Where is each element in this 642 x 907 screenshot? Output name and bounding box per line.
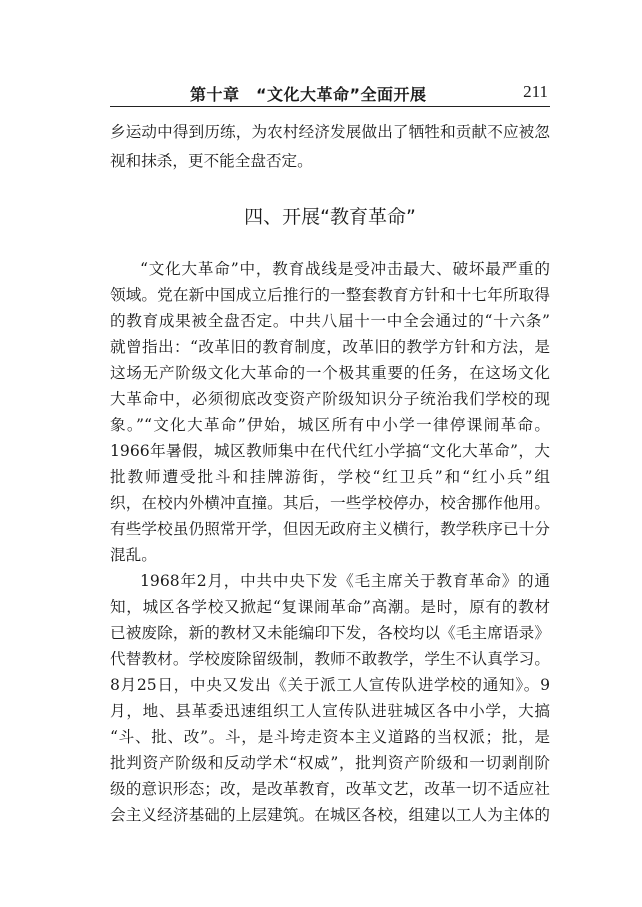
text-line: 级的意识形态；改，是改革教育，改革文艺，改革一切不适应社 bbox=[110, 780, 550, 798]
text-line: “文化大革命”中，教育战线是受冲击最大、破坏最严重的 bbox=[140, 260, 550, 278]
text-line: 象。”“文化大革命”伊始，城区所有中小学一律停课闹革命。 bbox=[110, 416, 550, 434]
section-heading: 四、开展“教育革命” bbox=[244, 206, 416, 228]
text-line: 领域。党在新中国成立后推行的一整套教育方针和十七年所取得 bbox=[110, 286, 550, 304]
text-line: 1966年暑假，城区教师集中在代代红小学搞“文化大革命”，大 bbox=[110, 442, 550, 460]
text-line: 乡运动中得到历练，为农村经济发展做出了牺牲和贡献不应被忽 bbox=[110, 123, 550, 141]
text-line: 大革命中，必须彻底改变资产阶级知识分子统治我们学校的现 bbox=[110, 390, 550, 408]
text-line: 织，在校内外横冲直撞。其后，一些学校停办，校舍挪作他用。 bbox=[110, 494, 550, 512]
text-line: 批教师遭受批斗和挂牌游街，学校“红卫兵”和“红小兵”组 bbox=[110, 468, 550, 486]
text-line: 视和抹杀，更不能全盘否定。 bbox=[110, 152, 313, 170]
text-line: 1968年2月，中共中央下发《毛主席关于教育革命》的通 bbox=[140, 572, 550, 590]
text-line: 混乱。 bbox=[110, 546, 157, 564]
text-line: 有些学校虽仍照常开学，但因无政府主义横行，教学秩序已十分 bbox=[110, 520, 550, 538]
page-number: 211 bbox=[523, 82, 548, 101]
text-line: 就曾指出：“改革旧的教育制度，改革旧的教学方针和方法，是 bbox=[110, 338, 550, 356]
text-line: 8月25日，中央又发出《关于派工人宣传队进学校的通知》。9 bbox=[110, 676, 550, 694]
text-line: 月，地、县革委迅速组织工人宣传队进驻城区各中小学，大搞 bbox=[110, 702, 550, 720]
text-line: 批判资产阶级和反动学术“权威”，批判资产阶级和一切剥削阶 bbox=[110, 754, 550, 772]
chapter-title: 第十章 “文化大革命”全面开展 bbox=[190, 85, 427, 104]
running-header bbox=[110, 80, 550, 107]
text-line: 的教育成果被全盘否定。中共八届十一中全会通过的“十六条” bbox=[110, 312, 550, 330]
text-line: 会主义经济基础的上层建筑。在城区各校，组建以工人为主体的 bbox=[110, 806, 550, 824]
text-line: 已被废除，新的教材又未能编印下发，各校均以《毛主席语录》 bbox=[110, 624, 550, 642]
text-line: 知，城区各学校又掀起“复课闹革命”高潮。是时，原有的教材 bbox=[110, 598, 550, 616]
text-line: “斗、批、改”。斗，是斗垮走资本主义道路的当权派；批，是 bbox=[110, 728, 550, 746]
text-line: 这场无产阶级文化大革命的一个极其重要的任务，在这场文化 bbox=[110, 364, 550, 382]
text-line: 代替教材。学校废除留级制，教师不敢教学，学生不认真学习。 bbox=[110, 650, 550, 668]
